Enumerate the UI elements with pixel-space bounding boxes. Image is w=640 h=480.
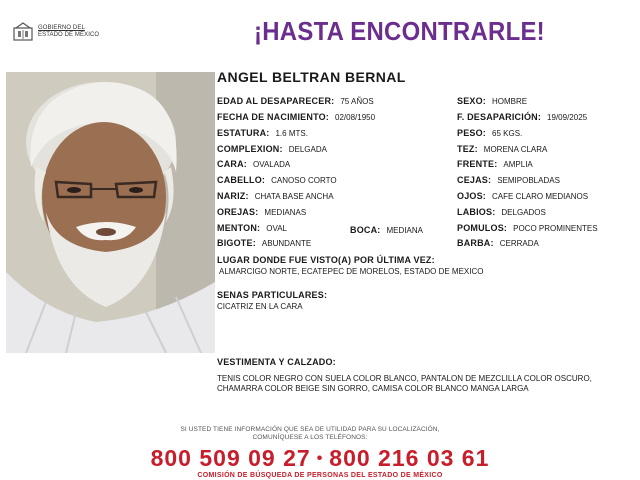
field-label: COMPLEXION: xyxy=(217,144,283,154)
government-logo xyxy=(12,22,99,42)
field-weight xyxy=(457,128,522,139)
field-label: OREJAS: xyxy=(217,207,259,217)
field-label: NARIZ: xyxy=(217,191,249,201)
field-label: F. DESAPARICIÓN: xyxy=(457,112,542,122)
field-label: POMULOS: xyxy=(457,223,508,233)
field-value: CERRADA xyxy=(499,239,539,248)
field-eyes xyxy=(457,191,588,202)
field-value: POCO PROMINENTES xyxy=(513,224,598,233)
last-seen-label: LUGAR DONDE FUE VISTO(A) POR ÚLTIMA VEZ: xyxy=(217,255,435,265)
field-value: CAFE CLARO MEDIANOS xyxy=(492,192,589,201)
phone-number-2[interactable]: 800 216 03 61 xyxy=(329,445,490,471)
field-label: FRENTE: xyxy=(457,159,498,169)
field-mustache xyxy=(217,238,311,249)
field-skin xyxy=(457,144,547,155)
field-value: MORENA CLARA xyxy=(483,145,548,154)
info-line-2: COMUNÍQUESE A LOS TELÉFONOS: xyxy=(252,434,368,441)
field-label: TEZ: xyxy=(457,144,478,154)
field-birth-date xyxy=(217,112,375,123)
commission-name: COMISIÓN DE BÚSQUEDA DE PERSONAS DEL ESTADO DE MÉXICO xyxy=(197,472,443,479)
field-value: DELGADOS xyxy=(501,208,546,217)
field-lips xyxy=(457,207,546,218)
field-label: MENTON: xyxy=(217,223,261,233)
field-value: 02/08/1950 xyxy=(335,113,376,122)
field-label: CARA: xyxy=(217,159,247,169)
clothing-label: VESTIMENTA Y CALZADO: xyxy=(217,357,336,367)
field-label: EDAD AL DESAPARECER: xyxy=(217,96,335,106)
field-forehead xyxy=(457,159,533,170)
marks-value: CICATRIZ EN LA CARA xyxy=(217,302,303,311)
phone-numbers xyxy=(0,445,640,472)
field-label: LABIOS: xyxy=(457,207,496,217)
field-value: CHATA BASE ANCHA xyxy=(254,192,334,201)
field-value: MEDIANA xyxy=(386,226,423,235)
field-label: FECHA DE NACIMIENTO: xyxy=(217,112,329,122)
field-age xyxy=(217,96,374,107)
field-value: MEDIANAS xyxy=(264,208,307,217)
field-value: OVALADA xyxy=(253,160,291,169)
field-label: PESO: xyxy=(457,128,487,138)
field-value: SEMIPOBLADAS xyxy=(497,176,560,185)
field-nose xyxy=(217,191,334,202)
person-name: ANGEL BELTRAN BERNAL xyxy=(217,69,406,85)
field-value: CANOSO CORTO xyxy=(271,176,337,185)
field-value: HOMBRE xyxy=(492,97,528,106)
field-beard xyxy=(457,238,539,249)
field-value: 75 AÑOS xyxy=(340,97,374,106)
field-label: SEXO: xyxy=(457,96,487,106)
state-coat-of-arms-icon xyxy=(12,22,34,42)
field-height xyxy=(217,128,308,139)
field-ears xyxy=(217,207,306,218)
field-label: CABELLO: xyxy=(217,175,266,185)
field-cheekbones xyxy=(457,223,598,234)
missing-person-photo xyxy=(6,72,215,353)
phone-number-1[interactable]: 800 509 09 27 xyxy=(150,445,311,471)
field-sex xyxy=(457,96,527,107)
field-value: 19/09/2025 xyxy=(547,113,588,122)
clothing-value: TENIS COLOR NEGRO CON SUELA COLOR BLANCO, PANTALON DE MEZCLILLA COLOR OSCURO, CHAMARRA COLOR BEIGE SIN GORRO, CAMISA COLOR BLANCO MANGA LARGA xyxy=(217,374,592,393)
marks-label: SENAS PARTICULARES: xyxy=(217,290,328,300)
field-value: ABUNDANTE xyxy=(261,239,312,248)
last-seen-value: ALMARCIGO NORTE, ECATEPEC DE MORELOS, ESTADO DE MEXICO xyxy=(219,267,484,276)
field-disappearance-date xyxy=(457,112,587,123)
info-line-1: SI USTED TIENE INFORMACIÓN QUE SEA DE UTILIDAD PARA SU LOCALIZACIÓN, xyxy=(180,426,440,433)
field-value: 1.6 MTS. xyxy=(275,129,308,138)
field-label: BARBA: xyxy=(457,238,494,248)
field-label: ESTATURA: xyxy=(217,128,270,138)
government-name-line2: ESTADO DE MÉXICO xyxy=(38,32,100,38)
field-label: OJOS: xyxy=(457,191,487,201)
headline: ¡HASTA ENCONTRARLE! xyxy=(254,16,545,46)
field-label: BOCA: xyxy=(350,225,381,235)
field-value: AMPLIA xyxy=(503,160,533,169)
field-eyebrows xyxy=(457,175,560,186)
field-chin xyxy=(217,223,287,234)
field-hair xyxy=(217,175,337,186)
field-label: CEJAS: xyxy=(457,175,492,185)
field-build xyxy=(217,144,327,155)
field-value: 65 KGS. xyxy=(492,129,523,138)
field-face xyxy=(217,159,290,170)
field-value: OVAL xyxy=(266,224,287,233)
government-name-line1: GOBIERNO DEL xyxy=(38,25,85,31)
field-value: DELGADA xyxy=(288,145,327,154)
field-mouth xyxy=(350,225,423,236)
government-name xyxy=(38,25,99,39)
field-label: BIGOTE: xyxy=(217,238,256,248)
phone-separator: • xyxy=(316,449,324,467)
